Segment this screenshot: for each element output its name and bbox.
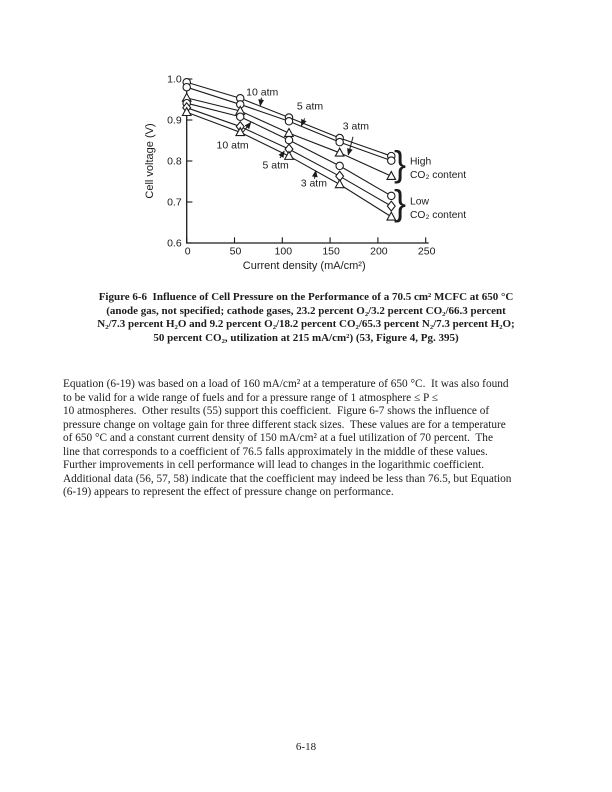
figure-caption xyxy=(20,291,592,345)
svg-text:}: } xyxy=(393,182,407,223)
svg-text:10 atm: 10 atm xyxy=(216,139,249,152)
svg-text:Low: Low xyxy=(410,196,429,208)
body-paragraph-line: line that corresponds to a coefficient of 76.5 falls approximately in the middle of these values. xyxy=(63,445,488,458)
figure-caption-line: 50 percent CO₂, utilization at 215 mA/cm²) (53, Figure 4, Pg. 395) xyxy=(153,331,459,344)
body-paragraph-line: Additional data (56, 57, 58) indicate that the coefficient may indeed be less than 76.5, but Equation xyxy=(63,472,512,485)
figure-6-6-chart xyxy=(120,55,490,290)
body-paragraph-line: Further improvements in cell performance will lead to changes in the logarithmic coefficient. xyxy=(63,459,485,471)
body-paragraph-line: of 650 °C and a constant current density of 150 mA/cm² at a fuel utilization of 70 percent. The xyxy=(63,432,493,444)
body-paragraph-line: (6-19) appears to represent the effect of pressure change on performance. xyxy=(63,486,394,498)
figure-caption-line: Figure 6-6 Influence of Cell Pressure on the Performance of a 70.5 cm² MCFC at 650 °C xyxy=(98,291,514,303)
svg-text:0.7: 0.7 xyxy=(167,196,182,209)
svg-text:200: 200 xyxy=(370,245,388,258)
svg-text:Current density (mA/cm²): Current density (mA/cm²) xyxy=(242,260,366,272)
svg-text:High: High xyxy=(410,156,432,168)
svg-text:0.6: 0.6 xyxy=(167,237,182,250)
svg-text:3 atm: 3 atm xyxy=(300,177,327,190)
svg-text:250: 250 xyxy=(417,245,436,258)
svg-text:0.9: 0.9 xyxy=(167,114,182,127)
svg-text:5 atm: 5 atm xyxy=(262,159,289,172)
body-paragraph xyxy=(63,378,511,500)
svg-text:CO₂ content: CO₂ content xyxy=(410,170,467,181)
svg-text:1.0: 1.0 xyxy=(167,73,182,86)
svg-text:}: } xyxy=(393,143,407,185)
body-paragraph-line: Equation (6-19) was based on a load of 160 mA/cm² at a temperature of 650 °C. It was also found xyxy=(63,378,509,390)
svg-text:Cell voltage (V): Cell voltage (V) xyxy=(144,123,156,199)
svg-text:150: 150 xyxy=(322,245,340,258)
svg-text:0.8: 0.8 xyxy=(167,155,182,168)
figure-caption-line: N₂/7.3 percent H₂O and 9.2 percent O₂/18.2 percent CO₂/65.3 percent N₂/7.3 percent H₂O; xyxy=(97,318,515,331)
page-number: 6-18 xyxy=(295,741,317,753)
body-paragraph-line: to be valid for a wide range of fuels and for a pressure range of 1 atmosphere ≤ P ≤ xyxy=(63,391,438,404)
svg-text:50: 50 xyxy=(229,245,242,258)
svg-text:100: 100 xyxy=(274,245,293,258)
svg-text:CO₂ content: CO₂ content xyxy=(410,210,467,221)
body-paragraph-line: 10 atmospheres. Other results (55) support this coefficient. Figure 6-7 shows the influence of xyxy=(63,405,490,417)
svg-text:0: 0 xyxy=(184,245,191,258)
svg-text:5 atm: 5 atm xyxy=(296,100,324,113)
svg-text:10 atm: 10 atm xyxy=(246,86,279,99)
cell-voltage-vs-current-density-plot xyxy=(120,55,490,290)
body-paragraph-line: pressure change on voltage gain for three different stack sizes. These values are for a temperature xyxy=(63,418,506,431)
figure-caption-line: (anode gas, not specified; cathode gases, 23.2 percent O₂/3.2 percent CO₂/66.3 percent xyxy=(106,304,506,317)
svg-text:3 atm: 3 atm xyxy=(342,120,370,133)
